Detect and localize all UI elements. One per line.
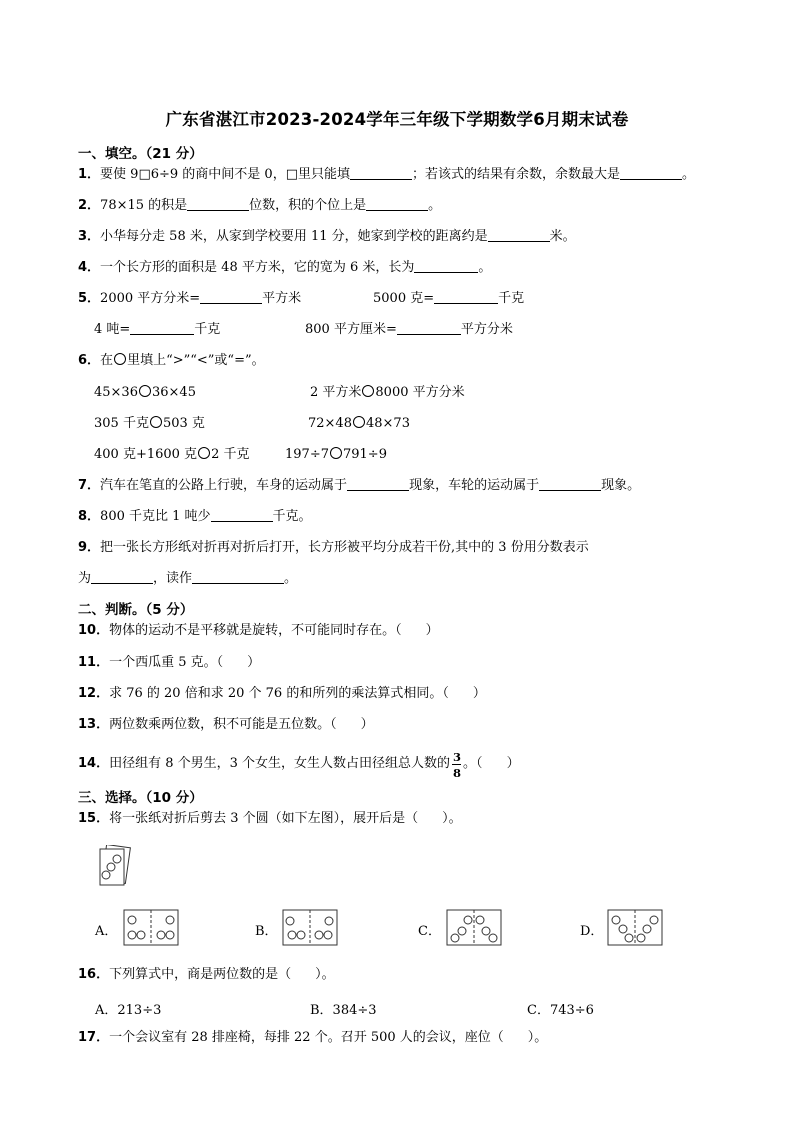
question-text: 现象，车轮的运动属于	[409, 478, 540, 493]
question-number: 12．	[78, 686, 110, 701]
question-7	[78, 478, 640, 494]
answer-blank[interactable]	[130, 322, 194, 335]
question-text: 。	[682, 167, 696, 182]
question-text: 下列算式中，商是两位数的是（	[109, 967, 292, 982]
answer-blank[interactable]	[539, 478, 601, 491]
answer-blank[interactable]	[91, 571, 153, 584]
question-text: ）。	[442, 811, 462, 826]
question-5-row-2	[94, 322, 220, 338]
page-title: 广东省湛江市2023-2024学年三年级下学期数学6月期末试卷	[165, 110, 629, 129]
question-text: 把一张长方形纸对折再对折后打开，长方形被平均分成若干份,其中的 3 份用分数表示	[100, 540, 589, 555]
section-fill-in-heading: 一、填空。（21 分）	[78, 146, 203, 162]
question-text: ）	[472, 686, 486, 701]
fraction-numerator: 3	[453, 750, 462, 764]
question-number: 5．	[78, 291, 101, 306]
question-text: ）	[425, 623, 439, 638]
option-d-figure[interactable]	[607, 909, 663, 946]
question-text: 米。	[549, 229, 576, 244]
answer-blank[interactable]	[414, 260, 478, 273]
option-a[interactable]: A．213÷3	[95, 1003, 162, 1018]
question-1	[78, 167, 695, 183]
question-9-continued	[78, 571, 297, 587]
compare-circle[interactable]	[139, 385, 151, 397]
option-a-label: A．	[95, 924, 118, 939]
option-c-label: C．	[418, 924, 441, 939]
compare-left: 400 克+1600 克	[94, 447, 198, 462]
compare-item	[308, 416, 410, 432]
answer-blank[interactable]	[488, 229, 550, 242]
question-text: 现象。	[601, 478, 641, 493]
question-text: 汽车在笔直的公路上行驶，车身的运动属于	[100, 478, 348, 493]
question-text: ）。	[527, 1030, 548, 1045]
question-text: 要使 9□6÷9 的商中间不是 0，□里只能填	[100, 167, 350, 182]
question-number: 9．	[78, 540, 101, 555]
question-number: 7．	[78, 478, 101, 493]
section-judgement-heading: 二、判断。（5 分）	[78, 602, 194, 618]
question-number: 10．	[78, 623, 110, 638]
question-17	[78, 1030, 547, 1046]
question-text: 。	[284, 571, 298, 586]
compare-item	[94, 447, 249, 463]
question-8	[78, 509, 312, 525]
question-6	[78, 353, 265, 369]
answer-blank[interactable]	[620, 167, 682, 180]
compare-circle[interactable]	[198, 447, 210, 459]
question-text: 物体的运动不是平移就是旋转，不可能同时存在。（	[109, 623, 402, 638]
question-number: 2．	[78, 198, 101, 213]
answer-blank[interactable]	[366, 198, 428, 211]
question-text: 在	[100, 353, 114, 368]
option-b-label: B．	[255, 924, 278, 939]
question-text: 2000 平方分米=	[100, 291, 201, 306]
question-16	[78, 967, 335, 983]
compare-left: 305 千克	[94, 416, 149, 431]
question-number: 8．	[78, 509, 101, 524]
compare-right: 2 千克	[211, 447, 250, 462]
question-13	[78, 717, 374, 733]
compare-right: 36×45	[151, 385, 196, 400]
question-number: 6．	[78, 353, 101, 368]
question-text: 为	[78, 571, 92, 586]
question-number: 4．	[78, 260, 101, 275]
answer-blank[interactable]	[350, 167, 412, 180]
question-text: ）	[360, 717, 374, 732]
compare-left: 72×48	[308, 416, 352, 431]
question-text: 5000 克=	[373, 291, 435, 306]
compare-right: 791÷9	[342, 447, 387, 462]
question-text: 里填上“>”“<”或“=”。	[127, 353, 265, 368]
question-text: 千克。	[272, 509, 312, 524]
compare-circle[interactable]	[353, 416, 365, 428]
question-text: 800 平方厘米=	[305, 322, 397, 337]
question-text: 800 千克比 1 吨少	[100, 509, 211, 524]
compare-item	[94, 416, 205, 432]
compare-right: 503 克	[162, 416, 205, 431]
question-5-row-1	[78, 291, 301, 307]
question-10	[78, 623, 439, 639]
compare-item	[285, 447, 387, 463]
question-number: 16．	[78, 967, 110, 982]
compare-item	[310, 385, 465, 401]
option-b-figure[interactable]	[282, 909, 338, 946]
section-choice-heading: 三、选择。（10 分）	[78, 790, 203, 806]
question-text: 平方分米	[460, 322, 513, 337]
question-text: 田径组有 8 个男生，3 个女生，女生人数占田径组总人数的	[109, 756, 451, 771]
fraction-denominator: 8	[453, 766, 462, 780]
question-3	[78, 229, 576, 245]
compare-circle[interactable]	[330, 447, 342, 459]
question-number: 11．	[78, 655, 110, 670]
compare-left: 197÷7	[285, 447, 329, 462]
circle-icon	[114, 353, 126, 365]
answer-blank[interactable]	[187, 198, 249, 211]
option-d-label: D．	[580, 924, 604, 939]
question-number: 3．	[78, 229, 101, 244]
compare-left: 45×36	[94, 385, 138, 400]
folded-paper-figure	[98, 845, 132, 887]
answer-blank[interactable]	[434, 291, 498, 304]
question-number: 13．	[78, 717, 110, 732]
question-11	[78, 655, 260, 671]
compare-left: 2 平方米	[310, 385, 362, 400]
compare-circle[interactable]	[150, 416, 162, 428]
option-a-figure[interactable]	[123, 909, 179, 946]
question-5-item	[305, 322, 513, 338]
option-b[interactable]: B．384÷3	[310, 1003, 377, 1018]
question-text: 。	[428, 198, 442, 213]
answer-blank[interactable]	[347, 478, 409, 491]
question-text: ）。	[315, 967, 335, 982]
question-14	[78, 750, 520, 780]
question-text: 一个会议室有 28 排座椅，每排 22 个。召开 500 人的会议，座位（	[109, 1030, 504, 1045]
compare-right: 8000 平方分米	[375, 385, 465, 400]
question-text: 。	[478, 260, 492, 275]
question-text: 小华每分走 58 米，从家到学校要用 11 分，她家到学校的距离约是	[100, 229, 488, 244]
compare-right: 48×73	[365, 416, 410, 431]
option-c[interactable]: C．743÷6	[527, 1003, 594, 1018]
answer-blank[interactable]	[200, 291, 262, 304]
question-text: 一个西瓜重 5 克。（	[109, 655, 224, 670]
question-text: 78×15 的积是	[100, 198, 188, 213]
question-2	[78, 198, 441, 214]
question-text: 。（	[463, 756, 483, 771]
answer-blank[interactable]	[211, 509, 273, 522]
question-15	[78, 811, 462, 827]
question-text: 4 吨=	[94, 322, 131, 337]
question-4	[78, 260, 491, 276]
question-12	[78, 686, 486, 702]
question-text: 平方米	[262, 291, 302, 306]
question-text: 千克	[194, 322, 221, 337]
question-text: 将一张纸对折后剪去 3 个圆（如下左图），展开后是（	[109, 811, 419, 826]
compare-circle[interactable]	[362, 385, 374, 397]
question-text: ）	[247, 655, 261, 670]
question-number: 14．	[78, 756, 110, 771]
question-text: 位数，积的个位上是	[249, 198, 367, 213]
question-number: 1．	[78, 167, 101, 182]
question-text: 两位数乘两位数，积不可能是五位数。（	[109, 717, 337, 732]
question-text: ，读作	[153, 571, 193, 586]
answer-blank[interactable]	[397, 322, 461, 335]
option-c-figure[interactable]	[446, 909, 502, 946]
question-number: 15．	[78, 811, 110, 826]
question-9	[78, 540, 589, 556]
question-number: 17．	[78, 1030, 110, 1045]
question-text: 求 76 的 20 倍和求 20 个 76 的和所列的乘法算式相同。（	[109, 686, 449, 701]
question-text: 千克	[498, 291, 525, 306]
question-text: ；若该式的结果有余数，余数最大是	[412, 167, 621, 182]
question-5-item	[373, 291, 524, 307]
compare-item	[94, 385, 196, 401]
question-text: ）	[506, 756, 520, 771]
question-text: 一个长方形的面积是 48 平方米，它的宽为 6 米，长为	[100, 260, 415, 275]
fraction	[452, 750, 462, 780]
answer-blank[interactable]	[192, 571, 284, 584]
